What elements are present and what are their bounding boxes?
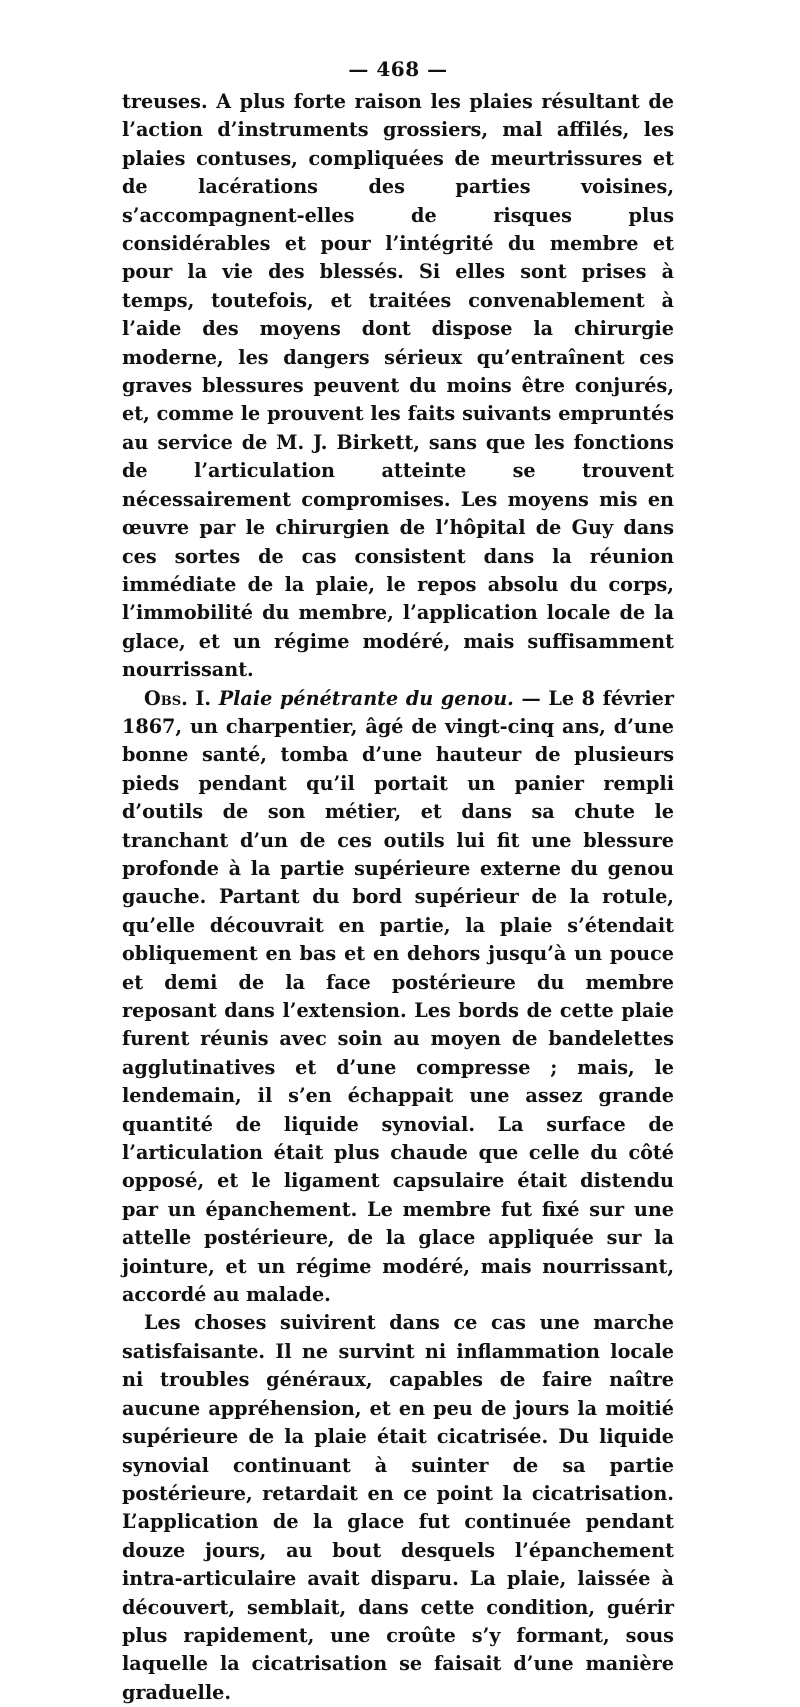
- body-text: [122, 88, 674, 1707]
- observation-text: — Le 8 février 1867, un charpentier, âgé de vingt-cinq ans, d’une bonne santé, tomba d’une hauteur de plusieurs pieds pendant qu’il portait un panier rempli d’outils de son métier, et dans sa chute le tranchant d’un de ces outils lui fit une blessure profonde à la partie supérieure externe du genou gauche. Partant du bord supérieur de la rotule, qu’elle découvrait en partie, la plaie s’étendait obliquement en bas et en dehors jusqu’à un pouce et demi de la face postérieure du membre reposant dans l’extension. Les bords de cette plaie furent réunis avec soin au moyen de bandelettes agglutinatives et d’une compresse ; mais, le lendemain, il s’en échappait une assez grande quantité de liquide synovial. La surface de l’articulation était plus chaude que celle du côté opposé, et le ligament capsulaire était distendu par un épanchement. Le membre fut fixé sur une attelle postérieure, de la glace appliquée sur la jointure, et un régime modéré, mais nourrissant, accordé au malade.: [122, 686, 674, 1307]
- paragraph-intro: treuses. A plus forte raison les plaies résultant de l’action d’instruments grossiers, mal affilés, les plaies contuses, compliquées de meurtrissures et de lacérations des parties voisines, s’accompagnent-elles de risques plus considérables et pour l’intégrité du membre et pour la vie des blessés. Si elles sont prises à temps, toutefois, et traitées convenablement à l’aide des moyens dont dispose la chirurgie moderne, les dangers sérieux qu’entraînent ces graves blessures peuvent du moins être conjurés, et, comme le prouvent les faits suivants empruntés au service de M. J. Birkett, sans que les fonctions de l’articulation atteinte se trouvent nécessairement compromises. Les moyens mis en œuvre par le chirurgien de l’hôpital de Guy dans ces sortes de cas consistent dans la réunion immédiate de la plaie, le repos absolu du corps, l’immobilité du membre, l’application locale de la glace, et un régime modéré, mais suffisamment nourrissant.: [122, 90, 674, 682]
- book-page: [122, 54, 674, 1707]
- observation-label: Obs. I.: [144, 686, 212, 710]
- paragraph-closing: Les choses suivirent dans ce cas une marche satisfaisante. Il ne survint ni inflammation locale ni troubles généraux, capables de faire naître aucune appréhension, et en peu de jours la moitié supérieure de la plaie était cicatrisée. Du liquide synovial continuant à suinter de sa partie postérieure, retardait en ce point la cicatrisation. L’application de la glace fut continuée pendant douze jours, au bout desquels l’épanchement intra-articulaire avait disparu. La plaie, laissée à découvert, semblait, dans cette condition, guérir plus rapidement, une croûte s’y formant, sous laquelle la cicatrisation se faisait d’une manière graduelle.: [122, 1311, 674, 1704]
- page-number: — 468 —: [348, 57, 448, 81]
- observation-paragraph: [122, 685, 674, 1310]
- observation-title: Plaie pénétrante du genou.: [218, 686, 514, 710]
